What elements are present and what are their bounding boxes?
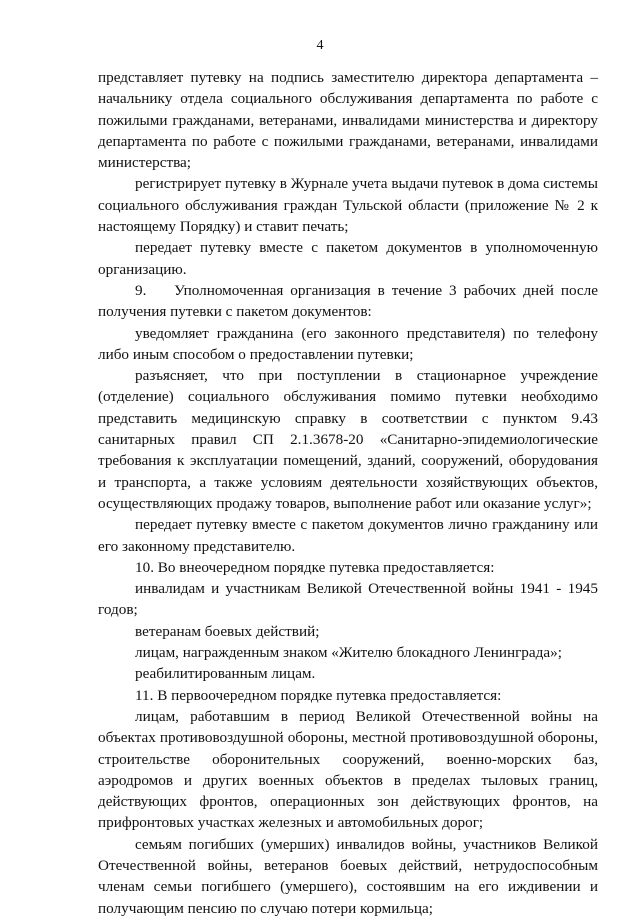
- paragraph-3: передает путевку вместе с пакетом документов в уполномоченную организацию.: [98, 239, 598, 278]
- document-body: [98, 67, 602, 919]
- paragraph-7: передает путевку вместе с пакетом документов лично гражданину или его законному представителю.: [98, 516, 598, 555]
- paragraph-8: 10. Во внеочередном порядке путевка предоставляется:: [135, 558, 495, 576]
- paragraph-1: представляет путевку на подпись заместителю директора департамента – начальнику отдела социального обслуживания департамента по работе с пожилыми гражданами, ветеранами, инвалидами министерства и директору департамента по работе с пожилыми гражданами, ветеранами, инвалидами министерства;: [98, 69, 598, 172]
- page-number: 4: [316, 38, 324, 53]
- paragraph-11: лицам, награжденным знаком «Жителю блокадного Ленинграда»;: [135, 644, 562, 662]
- paragraph-13: 11. В первоочередном порядке путевка предоставляется:: [135, 686, 502, 704]
- paragraph-6: разъясняет, что при поступлении в стационарное учреждение (отделение) социального обслуживания помимо путевки необходимо представить медицинскую справку в соответствии с пунктом 9.43 санитарных правил СП 2.1.3678-20 «Санитарно-эпидемиологические требования к эксплуатации помещений, зданий, сооружений, оборудования и транспорта, а также условиям деятельности хозяйствующих объектов, осуществляющих продажу товаров, выполнение работ или оказание услуг»;: [98, 367, 598, 512]
- paragraph-9: инвалидам и участникам Великой Отечественной войны 1941 - 1945 годов;: [98, 580, 598, 619]
- paragraph-15: семьям погибших (умерших) инвалидов войны, участников Великой Отечественной войны, ветеранов боевых действий, нетрудоспособным членам семьи погибшего (умершего), состоявшим на его иждивении и получающим пенсию по случаю потери кормильца;: [98, 835, 598, 917]
- paragraph-10: ветеранам боевых действий;: [135, 622, 320, 640]
- paragraph-4: 9. Уполномоченная организация в течение 3 рабочих дней после получения путевки с пакетом документов:: [98, 281, 602, 321]
- paragraph-14: лицам, работавшим в период Великой Отечественной войны на объектах противовоздушной обороны, местной противовоздушной обороны, строительстве оборонительных сооружений, военно-морских баз, аэродромов и других военных объектов в пределах тыловых границ, действующих фронтов, операционных зон действующих фронтов, на прифронтовых участках железных и автомобильных дорог;: [98, 707, 598, 832]
- paragraph-12: реабилитированным лицам.: [135, 665, 316, 683]
- paragraph-5: уведомляет гражданина (его законного представителя) по телефону либо иным способом о предоставлении путевки;: [98, 324, 598, 363]
- paragraph-2: регистрирует путевку в Журнале учета выдачи путевок в дома системы социального обслуживания граждан Тульской области (приложение № 2 к настоящему Порядку) и ставит печать;: [98, 175, 598, 236]
